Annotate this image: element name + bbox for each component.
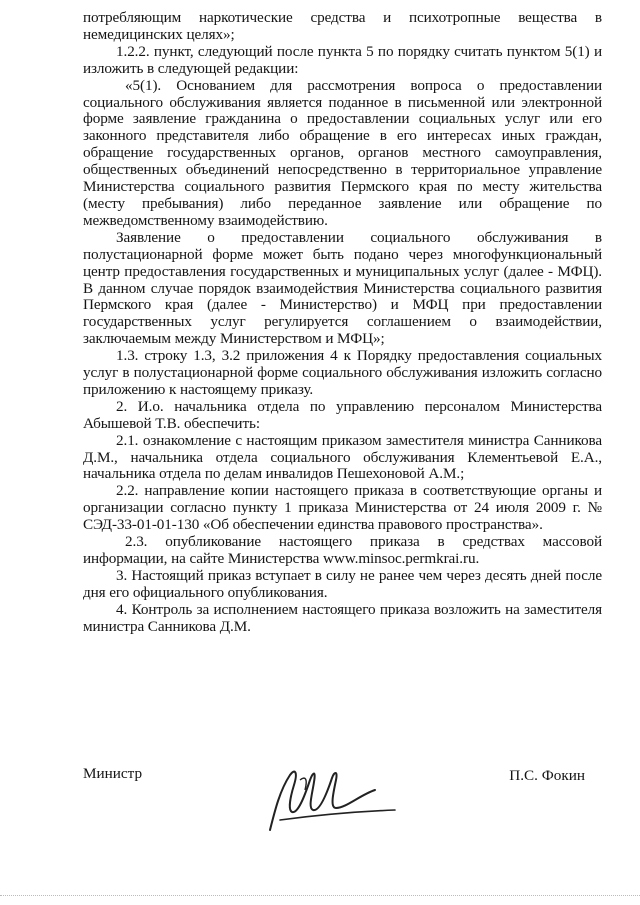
handwritten-signature-icon xyxy=(250,750,410,840)
signatory-name: П.С. Фокин xyxy=(509,767,585,784)
signature-block xyxy=(0,760,640,840)
paragraph-2-3: 2.3. опубликование настоящего приказа в средствах массовой информации, на сайте Министерства www.minsoc.permkrai.ru. xyxy=(83,533,602,567)
paragraph-1-3: 1.3. строку 1.3, 3.2 приложения 4 к Порядку предоставления социальных услуг в полустационарной форме социального обслуживания изложить согласно приложению к настоящему приказу. xyxy=(83,347,602,398)
paragraph-continuation: потребляющим наркотические средства и психотропные вещества в немедицинских целях»; xyxy=(83,9,602,43)
paragraph-4: 4. Контроль за исполнением настоящего приказа возложить на заместителя министра Санникова Д.М. xyxy=(83,600,602,635)
paragraph-2-1: 2.1. ознакомление с настоящим приказом заместителя министра Санникова Д.М., начальника отдела социального обслуживания Клементьевой Е.А., начальника отдела по делам инвалидов Пешехоновой А.М.; xyxy=(83,431,602,483)
paragraph-2-2: 2.2. направление копии настоящего приказа в соответствующие органы и организации согласно пункту 1 приказа Министерства от 24 июля 2009 г. № СЭД-33-01-01-130 «Об обеспечении единства правового пространства». xyxy=(83,482,602,534)
paragraph-mfc-application: Заявление о предоставлении социального обслуживания в полустационарной форме может быть подано через многофункциональный центр предоставления государственных и муниципальных услуг (далее - МФЦ). В данном случае порядок взаимодействия Министерства социального развития Пермского края (далее - Министерство) и МФЦ при предоставлении государственных услуг регулируется соглашением о взаимодействии, заключаемым между Министерством и МФЦ»; xyxy=(83,228,602,348)
scan-edge-line xyxy=(0,895,640,897)
paragraph-2: 2. И.о. начальника отдела по управлению персоналом Министерства Абышевой Т.В. обеспечить: xyxy=(83,397,602,432)
paragraph-1-2-2: 1.2.2. пункт, следующий после пункта 5 по порядку считать пунктом 5(1) и изложить в следующей редакции: xyxy=(83,42,602,77)
paragraph-3: 3. Настоящий приказ вступает в силу не ранее чем через десять дней после дня его официального опубликования. xyxy=(83,566,602,601)
paragraph-5-1: «5(1). Основанием для рассмотрения вопроса о предоставлении социального обслуживания является поданное в письменной или электронной форме заявление гражданина о предоставлении социальных услуг или его законного представителя либо обращение в его интересах иных граждан, обращение государственных органов, органов местного самоуправления, общественных объединений непосредственно в территориальное управление Министерства социального развития Пермского края по месту жительства (месту пребывания) либо переданное заявление или обращение по межведомственному взаимодействию. xyxy=(83,76,602,229)
signatory-position: Министр xyxy=(83,765,143,782)
